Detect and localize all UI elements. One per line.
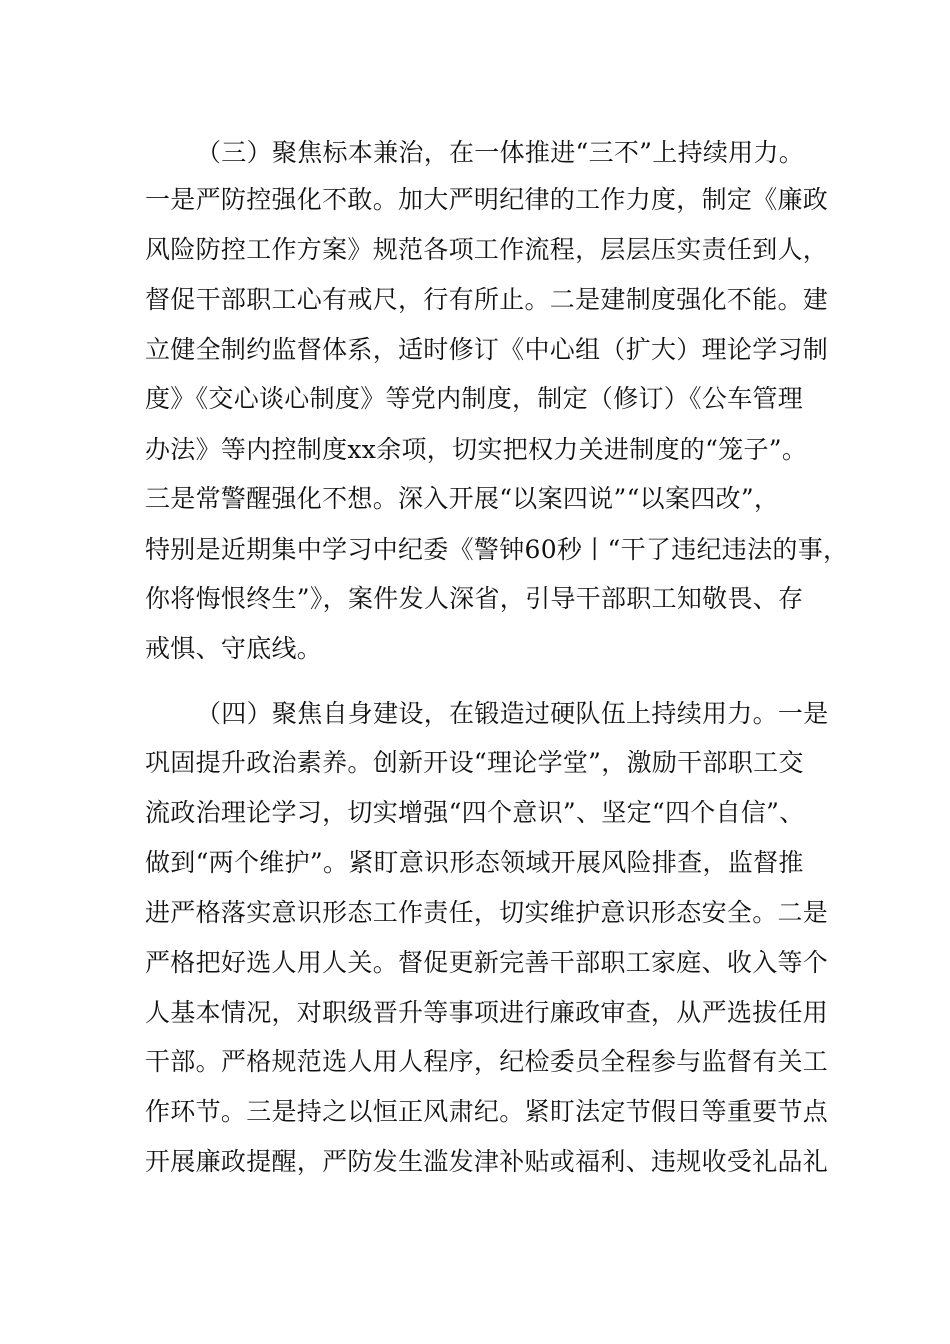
paragraph-3-line-3: 风险防控工作方案》规范各项工作流程，层层压实责任到人，: [145, 235, 829, 264]
paragraph-4-line-2: 巩固提升政治素养。创新开设“理论学堂”，激励干部职工交: [145, 748, 804, 777]
paragraph-3-line-8: 三是常警醒强化不想。深入开展“以案四说”“以案四改”，: [145, 484, 780, 513]
paragraph-3-line-7: 办法》等内控制度xx余项，切实把权力关进制度的“笼子”。: [145, 435, 808, 464]
paragraph-3-line-10: 你将悔恨终生”》，案件发人深省，引导干部职工知敬畏、存: [145, 584, 804, 613]
paragraph-4-line-9: 作环节。三是持之以恒正风肃纪。紧盯法定节假日等重要节点: [145, 1097, 829, 1126]
paragraph-4-line-4: 做到“两个维护”。紧盯意识形态领域开展风险排查，监督推: [145, 848, 804, 877]
paragraph-3-line-5: 立健全制约监督体系，适时修订《中心组（扩大）理论学习制: [145, 335, 829, 364]
paragraph-3-line-2: 一是严防控强化不敢。加大严明纪律的工作力度，制定《廉政: [145, 185, 829, 214]
paragraph-3-line-9: 特别是近期集中学习中纪委《警钟60秒丨“干了违纪违法的事，: [145, 535, 849, 564]
paragraph-3-line-1: （三）聚焦标本兼治，在一体推进“三不”上持续用力。: [196, 138, 805, 167]
paragraph-3-line-11: 戒惧、守底线。: [145, 634, 323, 663]
paragraph-4-line-3: 流政治理论学习，切实增强“四个意识”、坚定“四个自信”、: [145, 798, 805, 827]
paragraph-3-line-6: 度》《交心谈心制度》等党内制度，制定（修订）《公车管理: [145, 384, 804, 413]
paragraph-4-line-6: 严格把好选人用人关。督促更新完善干部职工家庭、收入等个: [145, 948, 829, 977]
paragraph-4-line-10: 开展廉政提醒，严防发生滥发津补贴或福利、违规收受礼品礼: [145, 1147, 829, 1176]
paragraph-4-line-7: 人基本情况，对职级晋升等事项进行廉政审查，从严选拔任用: [145, 998, 829, 1027]
paragraph-4-line-8: 干部。严格规范选人用人程序，纪检委员全程参与监督有关工: [145, 1047, 829, 1076]
paragraph-3-line-4: 督促干部职工心有戒尺，行有所止。二是建制度强化不能。建: [145, 285, 829, 314]
paragraph-4-line-5: 进严格落实意识形态工作责任，切实维护意识形态安全。二是: [145, 898, 829, 927]
paragraph-4-line-1: （四）聚焦自身建设，在锻造过硬队伍上持续用力。一是: [196, 699, 829, 728]
